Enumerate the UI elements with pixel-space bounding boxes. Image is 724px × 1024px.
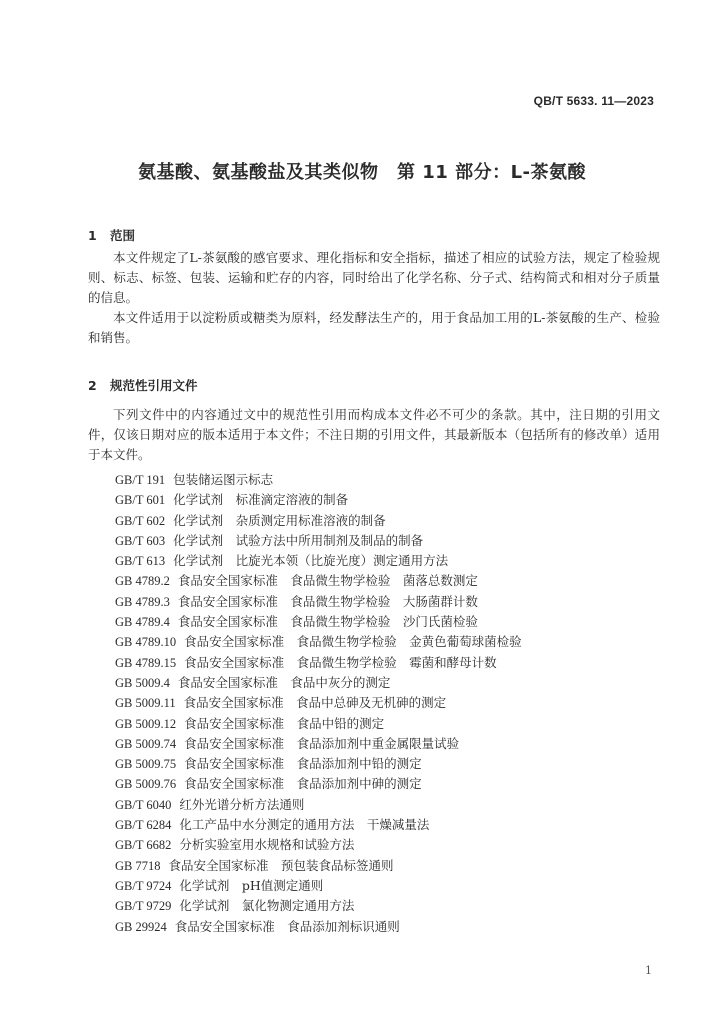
reference-code: GB/T 9729	[115, 899, 172, 914]
section-2-number: 2	[88, 378, 97, 393]
reference-item	[115, 856, 522, 876]
reference-title: 食品安全国家标准 预包装食品标签通则	[168, 857, 394, 873]
reference-item	[115, 653, 522, 673]
reference-code: GB 29924	[115, 919, 167, 934]
reference-item	[115, 571, 522, 591]
reference-title: 分析实验室用水规格和试验方法	[179, 837, 355, 853]
reference-item	[115, 632, 522, 652]
reference-title: 食品安全国家标准 食品微生物学检验 金黄色葡萄球菌检验	[184, 634, 522, 650]
reference-title: 食品安全国家标准 食品添加剂中砷的测定	[184, 776, 422, 792]
section-2-heading	[88, 376, 198, 394]
section-1-title: 范围	[110, 228, 136, 243]
reference-title: 食品安全国家标准 食品中总砷及无机砷的测定	[183, 695, 447, 711]
reference-item	[115, 795, 522, 815]
reference-title: 食品安全国家标准 食品添加剂中铅的测定	[184, 756, 422, 772]
reference-title: 红外光谱分析方法通则	[179, 796, 305, 812]
reference-title: 化学试剂 氯化物测定通用方法	[179, 898, 355, 914]
reference-item	[115, 673, 522, 693]
reference-title: 包装储运图示标志	[173, 472, 274, 487]
reference-item	[115, 470, 522, 490]
reference-code: GB/T 613	[115, 554, 166, 569]
page-number: 1	[645, 964, 652, 977]
reference-code: GB/T 6284	[115, 818, 172, 833]
reference-title: 食品安全国家标准 食品微生物学检验 霉菌和酵母计数	[184, 654, 497, 670]
reference-item	[115, 815, 522, 835]
reference-code: GB/T 602	[115, 513, 166, 528]
reference-item	[115, 835, 522, 855]
reference-code: GB 5009.76	[115, 777, 177, 792]
reference-code: GB/T 603	[115, 533, 166, 548]
scope-paragraph-2: 本文件适用于以淀粉质或糖类为原料，经发酵法生产的，用于食品加工用的L-茶氨酸的生产、检验和销售。	[88, 310, 660, 345]
reference-code: GB 4789.4	[115, 615, 170, 630]
reference-code: GB 5009.12	[115, 716, 177, 731]
reference-item	[115, 511, 522, 531]
reference-item	[115, 917, 522, 937]
reference-item	[115, 693, 522, 713]
reference-title: 化学试剂 比旋光本领（比旋光度）测定通用方法	[173, 553, 449, 569]
reference-item	[115, 612, 522, 632]
reference-list	[115, 470, 522, 937]
reference-code: GB 5009.75	[115, 757, 177, 772]
reference-code: GB 4789.15	[115, 655, 177, 670]
reference-title: 食品安全国家标准 食品添加剂标识通则	[174, 918, 400, 934]
reference-title: 化工产品中水分测定的通用方法 干燥减量法	[179, 817, 430, 833]
reference-item	[115, 734, 522, 754]
reference-code: GB 4789.2	[115, 574, 170, 589]
reference-code: GB/T 6040	[115, 797, 172, 812]
reference-code: GB 5009.74	[115, 736, 177, 751]
reference-item	[115, 774, 522, 794]
section-1-number: 1	[88, 228, 97, 243]
reference-code: GB 5009.11	[115, 696, 176, 711]
normative-references-intro: 下列文件中的内容通过文中的规范性引用而构成本文件必不可少的条款。其中，注日期的引用文件，仅该日期对应的版本适用于本文件；不注日期的引用文件，其最新版本（包括所有的修改单）适用于本文件。	[88, 407, 660, 462]
reference-item	[115, 551, 522, 571]
reference-title: 食品安全国家标准 食品微生物学检验 菌落总数测定	[177, 573, 478, 589]
reference-item	[115, 896, 522, 916]
reference-code: GB 7718	[115, 858, 161, 873]
reference-title: 化学试剂 杂质测定用标准溶液的制备	[173, 512, 386, 528]
reference-item	[115, 754, 522, 774]
reference-code: GB/T 601	[115, 493, 166, 508]
reference-code: GB/T 6682	[115, 838, 172, 853]
reference-code: GB 4789.10	[115, 635, 177, 650]
reference-title: 食品安全国家标准 食品中灰分的测定	[177, 674, 391, 690]
reference-title: 食品安全国家标准 食品微生物学检验 沙门氏菌检验	[177, 614, 478, 630]
reference-item	[115, 714, 522, 734]
scope-paragraph-1: 本文件规定了L-茶氨酸的感官要求、理化指标和安全指标，描述了相应的试验方法，规定了检验规则、标志、标签、包装、运输和贮存的内容，同时给出了化学名称、分子式、结构简式和相对分子质量的信息。	[88, 250, 660, 305]
reference-item	[115, 531, 522, 551]
reference-title: 化学试剂 标准滴定溶液的制备	[173, 492, 349, 508]
reference-item	[115, 876, 522, 896]
reference-title: 食品安全国家标准 食品微生物学检验 大肠菌群计数	[177, 593, 478, 609]
reference-item	[115, 592, 522, 612]
reference-code: GB/T 9724	[115, 878, 172, 893]
reference-item	[115, 490, 522, 510]
section-1-heading	[88, 226, 135, 244]
reference-title: 食品安全国家标准 食品中铅的测定	[184, 715, 385, 731]
reference-title: 化学试剂 pH值测定通则	[179, 877, 324, 893]
document-code: QB/T 5633. 11—2023	[533, 94, 654, 108]
reference-code: GB 5009.4	[115, 675, 170, 690]
reference-title: 食品安全国家标准 食品添加剂中重金属限量试验	[184, 735, 460, 751]
reference-code: GB 4789.3	[115, 594, 170, 609]
reference-title: 化学试剂 试验方法中所用制剂及制品的制备	[173, 532, 424, 548]
section-2-title: 规范性引用文件	[110, 378, 198, 393]
document-title: 氨基酸、氨基酸盐及其类似物 第 11 部分：L-茶氨酸	[137, 162, 587, 183]
reference-code: GB/T 191	[115, 473, 166, 487]
